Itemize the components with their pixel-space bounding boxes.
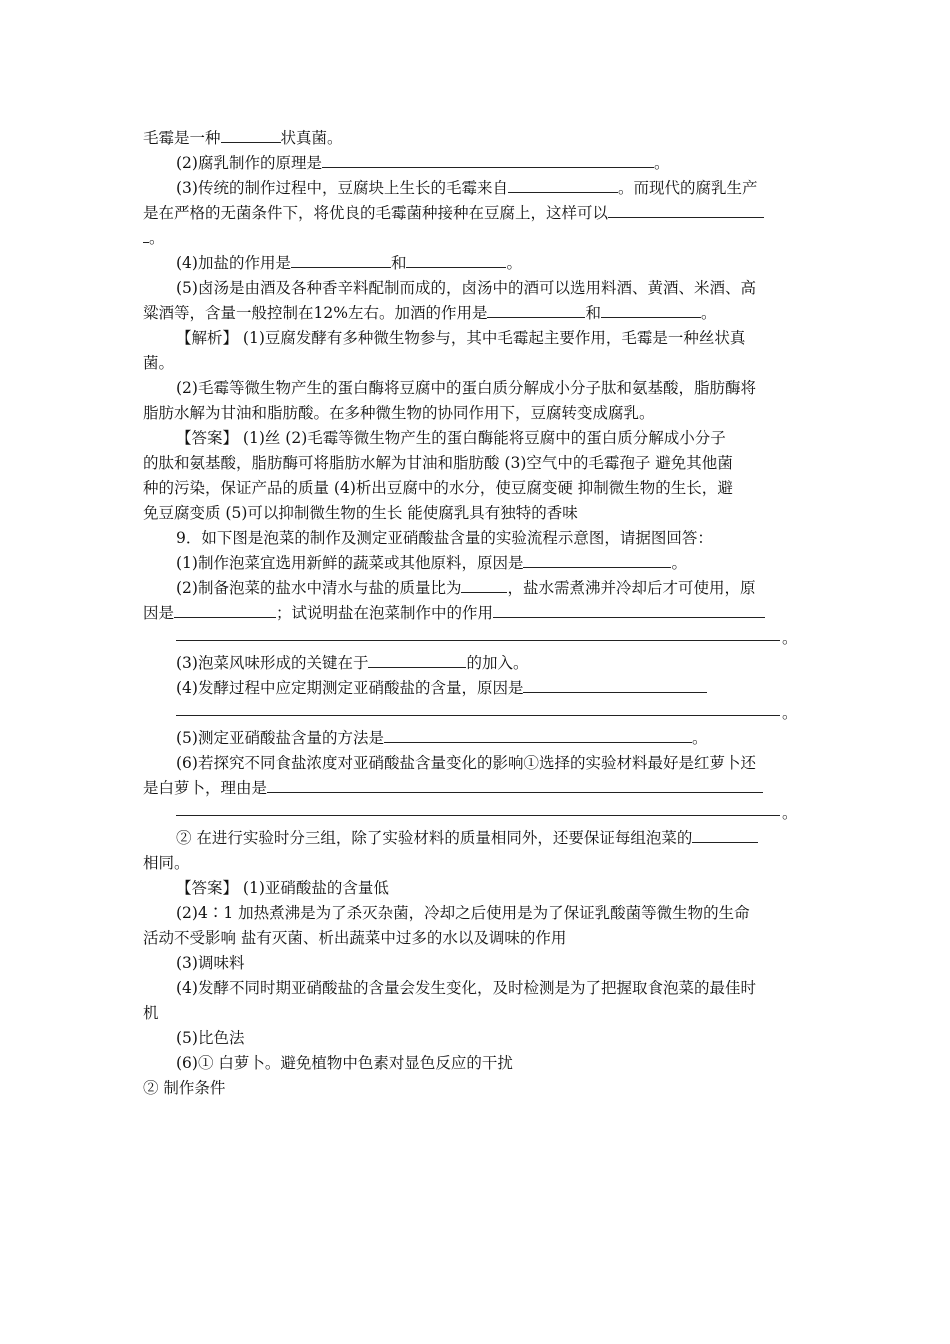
text: 。 bbox=[700, 304, 717, 322]
text: 。而现代的腐乳生产 bbox=[617, 179, 758, 197]
text-line: 菌。 bbox=[143, 354, 175, 372]
text: ；试说明盐在泡菜制作中的作用 bbox=[276, 604, 494, 622]
answer-blank bbox=[322, 153, 654, 168]
text: 和 bbox=[585, 304, 601, 322]
answer-rule bbox=[176, 815, 780, 816]
text-line bbox=[176, 726, 707, 751]
text: (2)腐乳制作的原理是 bbox=[176, 154, 322, 172]
text: 。 bbox=[691, 729, 708, 747]
text-line: 免豆腐变质 (5)可以抑制微生物的生长 能使腐乳具有独特的香味 bbox=[143, 504, 578, 522]
text: ，盐水需煮沸并冷却后才可使用，原 bbox=[507, 579, 756, 597]
text-line bbox=[143, 201, 764, 226]
text-line: 种的污染，保证产品的质量 (4)析出豆腐中的水分，使豆腐变硬 抑制微生物的生长，避 bbox=[143, 479, 733, 497]
answer-line: 【答案】 (1)亚硝酸盐的含量低 bbox=[176, 879, 389, 897]
text: (5)测定亚硝酸盐含量的方法是 bbox=[176, 729, 384, 747]
answer-blank bbox=[267, 778, 763, 793]
text-line bbox=[176, 676, 707, 701]
text: 毛霉是一种 bbox=[143, 129, 221, 147]
text: 是白萝卜，理由是 bbox=[143, 779, 268, 797]
text-line: (3)调味料 bbox=[176, 954, 245, 972]
text-line bbox=[176, 576, 755, 601]
answer-blank bbox=[174, 603, 276, 618]
text-line bbox=[143, 226, 165, 251]
text: (3)泡菜风味形成的关键在于 bbox=[176, 654, 369, 672]
text-line: ② 制作条件 bbox=[143, 1079, 226, 1097]
answer-blank bbox=[523, 553, 671, 568]
answer-blank bbox=[601, 303, 701, 318]
text-line bbox=[176, 826, 758, 851]
text: 粱酒等，含量一般控制在12%左右。加酒的作用是 bbox=[143, 304, 488, 322]
text: 状真菌。 bbox=[280, 129, 343, 147]
question-heading: 9．如下图是泡菜的制作及测定亚硝酸盐含量的实验流程示意图，请据图回答： bbox=[176, 529, 713, 547]
text-line bbox=[143, 126, 343, 151]
text-line: 机 bbox=[143, 1004, 159, 1022]
text: (5)卤汤是由酒及各种香辛料配制而成的，卤汤中的酒可以选用料酒、黄酒、米酒、高 bbox=[176, 279, 756, 297]
text-line: (2)4∶1 加热煮沸是为了杀灭杂菌，冷却之后使用是为了保证乳酸菌等微生物的生命 bbox=[176, 904, 750, 922]
text-line bbox=[143, 601, 765, 626]
text: (4)发酵过程中应定期测定亚硝酸盐的含量，原因是 bbox=[176, 679, 524, 697]
text: 是在严格的无菌条件下，将优良的毛霉菌种接种在豆腐上，这样可以 bbox=[143, 204, 609, 222]
answer-blank bbox=[508, 178, 618, 193]
text-line bbox=[176, 151, 669, 176]
answer-line: 【答案】 (1)丝 (2)毛霉等微生物产生的蛋白酶能将豆腐中的蛋白质分解成小分子 bbox=[176, 429, 726, 447]
answer-rule bbox=[176, 640, 780, 641]
answer-blank bbox=[291, 253, 391, 268]
text-line bbox=[176, 276, 756, 301]
answer-blank bbox=[221, 128, 281, 143]
text-line bbox=[143, 301, 716, 326]
answer-blank bbox=[493, 603, 765, 618]
text: (2)制备泡菜的盐水中清水与盐的质量比为 bbox=[176, 579, 462, 597]
text-line: (6)① 白萝卜。避免植物中色素对显色反应的干扰 bbox=[176, 1054, 513, 1072]
text: 因是 bbox=[143, 604, 175, 622]
answer-blank bbox=[523, 678, 707, 693]
answer-blank bbox=[384, 728, 692, 743]
text: ② 在进行实验时分三组，除了实验材料的质量相同外，还要保证每组泡菜的 bbox=[176, 829, 693, 847]
text-line bbox=[176, 176, 757, 201]
answer-blank bbox=[608, 203, 764, 218]
text: 。 bbox=[506, 254, 522, 272]
text-line: 。 bbox=[782, 629, 798, 647]
answer-blank bbox=[368, 653, 466, 668]
text-line bbox=[143, 776, 763, 801]
text-line bbox=[176, 551, 687, 576]
text: 和 bbox=[390, 254, 407, 272]
text-line bbox=[176, 651, 528, 676]
text-line: 。 bbox=[782, 704, 798, 722]
text-line: (4)发酵不同时期亚硝酸盐的含量会发生变化，及时检测是为了把握取食泡菜的最佳时 bbox=[176, 979, 756, 997]
text: (3)传统的制作过程中，豆腐块上生长的毛霉来自 bbox=[176, 179, 508, 197]
text-line: 活动不受影响 盐有灭菌、析出蔬菜中过多的水以及调味的作用 bbox=[143, 929, 567, 947]
text-line bbox=[176, 251, 522, 276]
text: 。 bbox=[653, 154, 670, 172]
text-line: (5)比色法 bbox=[176, 1029, 245, 1047]
text-line: (2)毛霉等微生物产生的蛋白酶将豆腐中的蛋白质分解成小分子肽和氨基酸，脂肪酶将 bbox=[176, 379, 756, 397]
text-line: 的肽和氨基酸，脂肪酶可将脂肪水解为甘油和脂肪酸 (3)空气中的毛霉孢子 避免其他菌 bbox=[143, 454, 733, 472]
text-line: 相同。 bbox=[143, 854, 190, 872]
answer-blank bbox=[461, 578, 507, 593]
text: 。 bbox=[149, 229, 165, 247]
text-line: 脂肪水解为甘油和脂肪酸。在多种微生物的协同作用下，豆腐转变成腐乳。 bbox=[143, 404, 655, 422]
text: 的加入。 bbox=[466, 654, 529, 672]
text-line: 。 bbox=[782, 804, 798, 822]
answer-blank bbox=[487, 303, 585, 318]
answer-rule bbox=[176, 715, 780, 716]
text-line: (6)若探究不同食盐浓度对亚硝酸盐含量变化的影响①选择的实验材料最好是红萝卜还 bbox=[176, 754, 756, 772]
answer-blank bbox=[406, 253, 506, 268]
text: 。 bbox=[671, 554, 687, 572]
analysis-line: 【解析】 (1)豆腐发酵有多种微生物参与，其中毛霉起主要作用，毛霉是一种丝状真 bbox=[176, 329, 746, 347]
text: (1)制作泡菜宜选用新鲜的蔬菜或其他原料，原因是 bbox=[176, 554, 524, 572]
text: (4)加盐的作用是 bbox=[176, 254, 291, 272]
answer-blank bbox=[692, 828, 758, 843]
